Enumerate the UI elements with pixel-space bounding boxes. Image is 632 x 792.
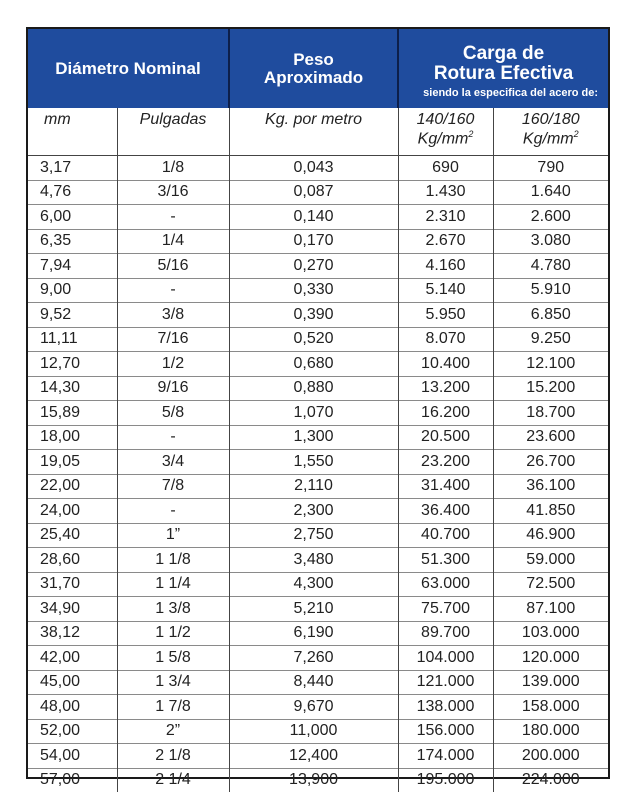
cell-kg-metro: 1,300 [229, 425, 398, 450]
header-peso-line2: Aproximado [263, 67, 364, 87]
table-row [28, 327, 608, 352]
table-row [28, 499, 608, 524]
cell-carga-140-160: 20.500 [398, 425, 493, 450]
cell-pulgadas: - [117, 205, 229, 230]
cell-kg-metro: 2,750 [229, 523, 398, 548]
cell-mm: 9,00 [28, 278, 117, 303]
cell-mm: 57,00 [28, 768, 117, 792]
cell-pulgadas: 1 3/8 [117, 597, 229, 622]
cell-kg-metro: 2,300 [229, 499, 398, 524]
cell-carga-140-160: 8.070 [398, 327, 493, 352]
cell-carga-140-160: 40.700 [398, 523, 493, 548]
cell-pulgadas: 3/16 [117, 180, 229, 205]
cell-carga-140-160: 5.950 [398, 303, 493, 328]
table-row [28, 180, 608, 205]
cell-carga-160-180: 3.080 [493, 229, 608, 254]
cell-mm: 15,89 [28, 401, 117, 426]
cell-pulgadas: 2 1/4 [117, 768, 229, 792]
table-row [28, 425, 608, 450]
cell-pulgadas: 1 5/8 [117, 646, 229, 671]
cell-kg-metro: 0,140 [229, 205, 398, 230]
cell-kg-metro: 2,110 [229, 474, 398, 499]
cell-kg-metro: 0,087 [229, 180, 398, 205]
cell-pulgadas: 1 7/8 [117, 695, 229, 720]
cell-carga-160-180: 46.900 [493, 523, 608, 548]
cell-pulgadas: 7/16 [117, 327, 229, 352]
header-carga-line2: Rotura Efectiva [433, 62, 574, 84]
cell-carga-160-180: 180.000 [493, 719, 608, 744]
cell-pulgadas: 1/8 [117, 156, 229, 181]
table-row [28, 156, 608, 181]
unit-pulgadas: Pulgadas [117, 108, 229, 156]
cell-mm: 3,17 [28, 156, 117, 181]
cell-carga-160-180: 41.850 [493, 499, 608, 524]
cell-carga-140-160: 13.200 [398, 376, 493, 401]
header-carga-line1: Carga de [462, 42, 545, 64]
units-row [28, 108, 608, 156]
cell-pulgadas: 1 1/4 [117, 572, 229, 597]
header-peso-line1: Peso [293, 49, 334, 69]
table-row [28, 621, 608, 646]
cell-carga-160-180: 59.000 [493, 548, 608, 573]
table-row [28, 719, 608, 744]
cell-carga-140-160: 690 [398, 156, 493, 181]
unit-grade1-sup: 2 [468, 129, 474, 139]
cell-pulgadas: - [117, 499, 229, 524]
cell-carga-140-160: 36.400 [398, 499, 493, 524]
table-row [28, 695, 608, 720]
cell-pulgadas: 5/8 [117, 401, 229, 426]
unit-mm: mm [28, 108, 117, 156]
table-row [28, 768, 608, 792]
table-row [28, 744, 608, 769]
cell-kg-metro: 0,043 [229, 156, 398, 181]
cell-carga-160-180: 139.000 [493, 670, 608, 695]
cell-carga-160-180: 26.700 [493, 450, 608, 475]
cell-mm: 34,90 [28, 597, 117, 622]
cell-pulgadas: 1 1/2 [117, 621, 229, 646]
table-row [28, 229, 608, 254]
cell-kg-metro: 12,400 [229, 744, 398, 769]
cell-carga-140-160: 31.400 [398, 474, 493, 499]
cell-carga-160-180: 103.000 [493, 621, 608, 646]
cell-carga-160-180: 12.100 [493, 352, 608, 377]
cell-pulgadas: 1 3/4 [117, 670, 229, 695]
cell-kg-metro: 11,000 [229, 719, 398, 744]
cell-carga-140-160: 195.000 [398, 768, 493, 792]
cell-kg-metro: 1,550 [229, 450, 398, 475]
cell-carga-140-160: 23.200 [398, 450, 493, 475]
table-row [28, 254, 608, 279]
cell-mm: 38,12 [28, 621, 117, 646]
cell-mm: 6,00 [28, 205, 117, 230]
cable-specs-table-frame [26, 27, 610, 789]
cell-carga-160-180: 4.780 [493, 254, 608, 279]
unit-grade1-line1: 140/160 [416, 111, 475, 128]
cell-pulgadas: 3/8 [117, 303, 229, 328]
cell-carga-140-160: 89.700 [398, 621, 493, 646]
cell-carga-140-160: 75.700 [398, 597, 493, 622]
cell-kg-metro: 3,480 [229, 548, 398, 573]
cell-kg-metro: 0,330 [229, 278, 398, 303]
cell-mm: 7,94 [28, 254, 117, 279]
unit-grade2-line2: Kg/mm [522, 130, 574, 148]
cell-pulgadas: 1” [117, 523, 229, 548]
cell-kg-metro: 7,260 [229, 646, 398, 671]
cell-mm: 45,00 [28, 670, 117, 695]
cell-kg-metro: 5,210 [229, 597, 398, 622]
header-row [28, 29, 608, 108]
cell-carga-140-160: 4.160 [398, 254, 493, 279]
cell-kg-metro: 0,270 [229, 254, 398, 279]
unit-grade-140-160 [398, 108, 493, 156]
table-row [28, 597, 608, 622]
cable-specs-table [28, 29, 608, 792]
table-row [28, 670, 608, 695]
cell-kg-metro: 0,520 [229, 327, 398, 352]
cell-pulgadas: 3/4 [117, 450, 229, 475]
cell-carga-160-180: 200.000 [493, 744, 608, 769]
cell-pulgadas: 1/2 [117, 352, 229, 377]
cell-mm: 54,00 [28, 744, 117, 769]
cell-pulgadas: 2 1/8 [117, 744, 229, 769]
cell-carga-160-180: 36.100 [493, 474, 608, 499]
table-row [28, 548, 608, 573]
table-row [28, 572, 608, 597]
cell-mm: 12,70 [28, 352, 117, 377]
cell-carga-140-160: 121.000 [398, 670, 493, 695]
cell-carga-140-160: 5.140 [398, 278, 493, 303]
cell-carga-140-160: 16.200 [398, 401, 493, 426]
cell-carga-160-180: 9.250 [493, 327, 608, 352]
cell-mm: 24,00 [28, 499, 117, 524]
table-row [28, 376, 608, 401]
cell-kg-metro: 0,390 [229, 303, 398, 328]
cell-carga-140-160: 51.300 [398, 548, 493, 573]
unit-grade1-line2: Kg/mm [417, 130, 469, 148]
table-row [28, 474, 608, 499]
cell-carga-160-180: 158.000 [493, 695, 608, 720]
cell-carga-140-160: 2.670 [398, 229, 493, 254]
cell-carga-140-160: 104.000 [398, 646, 493, 671]
cell-pulgadas: 9/16 [117, 376, 229, 401]
cell-mm: 31,70 [28, 572, 117, 597]
cell-kg-metro: 8,440 [229, 670, 398, 695]
cell-carga-160-180: 2.600 [493, 205, 608, 230]
unit-kg-metro: Kg. por metro [229, 108, 398, 156]
header-carga-subtitle: siendo la especifica del acero de: [423, 86, 599, 99]
cell-pulgadas: 1 1/8 [117, 548, 229, 573]
cell-mm: 14,30 [28, 376, 117, 401]
table-row [28, 303, 608, 328]
cell-pulgadas: 2” [117, 719, 229, 744]
cell-pulgadas: 5/16 [117, 254, 229, 279]
cell-carga-140-160: 10.400 [398, 352, 493, 377]
cell-mm: 48,00 [28, 695, 117, 720]
unit-grade2-line1: 160/180 [521, 111, 580, 128]
cell-mm: 42,00 [28, 646, 117, 671]
cell-pulgadas: - [117, 425, 229, 450]
cell-carga-160-180: 5.910 [493, 278, 608, 303]
cell-carga-140-160: 156.000 [398, 719, 493, 744]
cell-mm: 28,60 [28, 548, 117, 573]
cell-carga-140-160: 2.310 [398, 205, 493, 230]
header-diametro-label: Diámetro Nominal [55, 58, 201, 78]
cell-mm: 19,05 [28, 450, 117, 475]
cell-carga-160-180: 23.600 [493, 425, 608, 450]
cell-kg-metro: 0,680 [229, 352, 398, 377]
table-row [28, 401, 608, 426]
cell-carga-160-180: 87.100 [493, 597, 608, 622]
header-carga-title [399, 44, 608, 84]
cell-kg-metro: 0,170 [229, 229, 398, 254]
header-diametro-nominal [28, 29, 229, 108]
cell-carga-160-180: 120.000 [493, 646, 608, 671]
cell-pulgadas: - [117, 278, 229, 303]
cell-kg-metro: 0,880 [229, 376, 398, 401]
cell-mm: 4,76 [28, 180, 117, 205]
cell-mm: 11,11 [28, 327, 117, 352]
cell-carga-160-180: 18.700 [493, 401, 608, 426]
cell-carga-160-180: 15.200 [493, 376, 608, 401]
cell-carga-160-180: 790 [493, 156, 608, 181]
table-row [28, 352, 608, 377]
cell-carga-140-160: 1.430 [398, 180, 493, 205]
cell-pulgadas: 1/4 [117, 229, 229, 254]
table-row [28, 523, 608, 548]
cell-mm: 52,00 [28, 719, 117, 744]
cell-kg-metro: 13,900 [229, 768, 398, 792]
cell-mm: 18,00 [28, 425, 117, 450]
cell-pulgadas: 7/8 [117, 474, 229, 499]
table-row [28, 646, 608, 671]
cell-carga-160-180: 72.500 [493, 572, 608, 597]
header-carga-rotura [398, 29, 608, 108]
cell-kg-metro: 1,070 [229, 401, 398, 426]
cell-carga-160-180: 1.640 [493, 180, 608, 205]
cell-mm: 6,35 [28, 229, 117, 254]
header-peso-aproximado [229, 29, 398, 108]
unit-grade2-sup: 2 [573, 129, 579, 139]
cell-carga-140-160: 174.000 [398, 744, 493, 769]
cell-carga-140-160: 138.000 [398, 695, 493, 720]
cell-carga-160-180: 224.000 [493, 768, 608, 792]
table-row [28, 278, 608, 303]
cell-carga-140-160: 63.000 [398, 572, 493, 597]
cell-kg-metro: 6,190 [229, 621, 398, 646]
cell-mm: 9,52 [28, 303, 117, 328]
cell-kg-metro: 4,300 [229, 572, 398, 597]
cell-mm: 25,40 [28, 523, 117, 548]
table-row [28, 205, 608, 230]
cell-kg-metro: 9,670 [229, 695, 398, 720]
unit-grade-160-180 [493, 108, 608, 156]
cell-carga-160-180: 6.850 [493, 303, 608, 328]
cell-mm: 22,00 [28, 474, 117, 499]
table-row [28, 450, 608, 475]
